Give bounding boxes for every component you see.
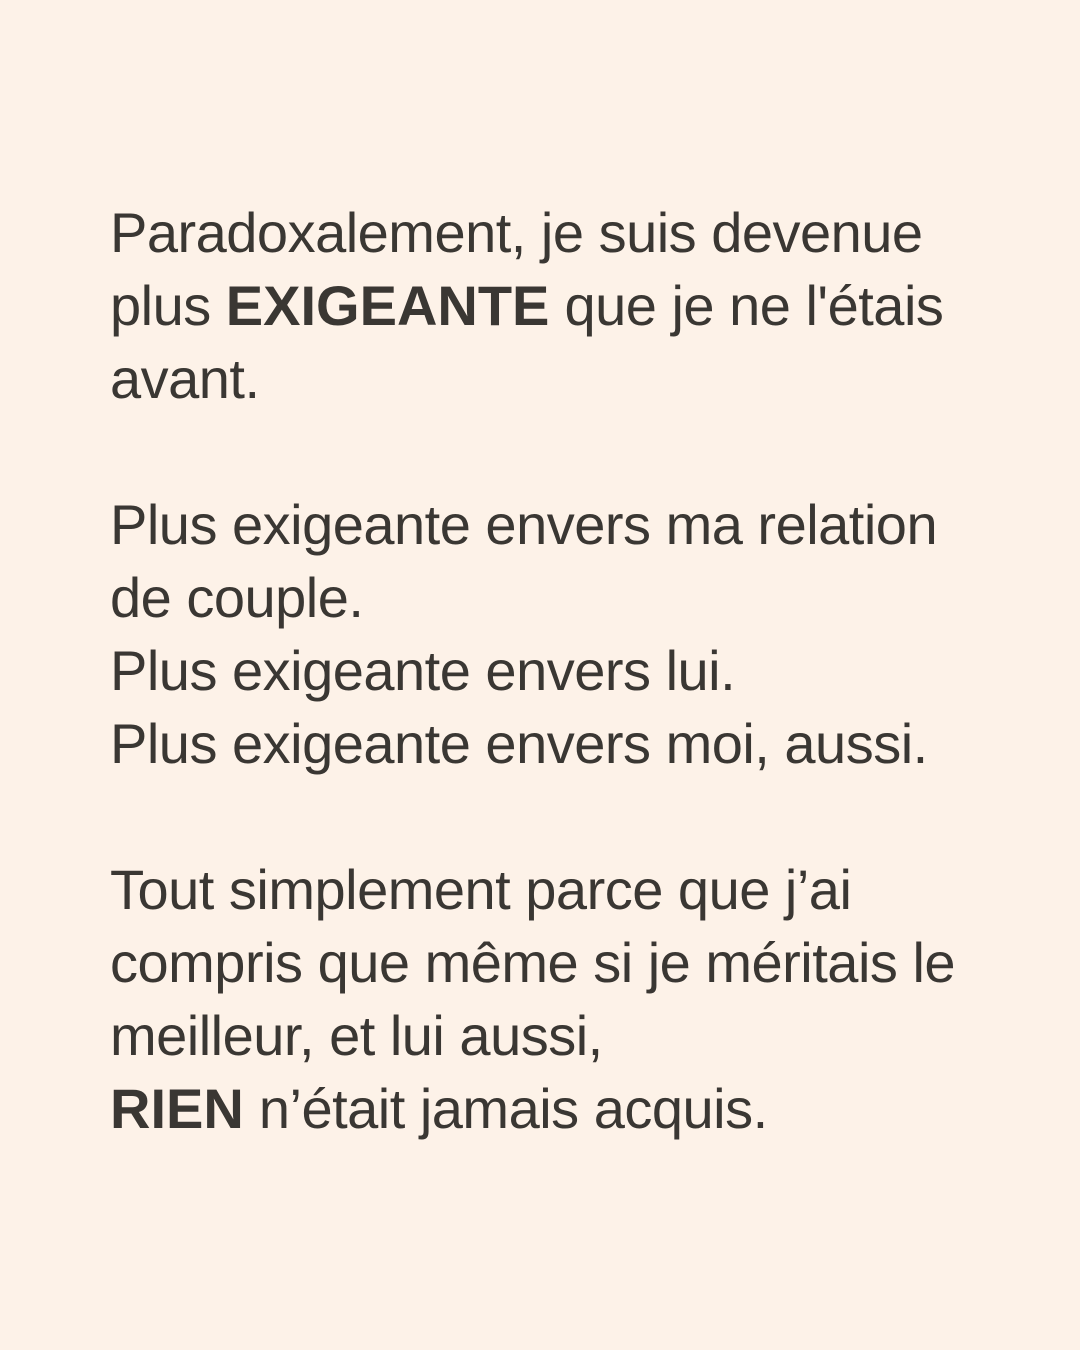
quote-segment: meilleur, et lui aussi, [110, 1004, 603, 1067]
quote-paragraph [110, 853, 1020, 1145]
quote-segment-bold: RIEN [110, 1077, 244, 1140]
quote-segment: avant. [110, 347, 260, 410]
quote-paragraph [110, 196, 1020, 415]
quote-line [110, 707, 1020, 780]
quote-segment: Plus exigeante envers lui. [110, 639, 736, 702]
quote-segment: plus [110, 274, 226, 337]
quote-segment: Tout simplement parce que j’ai [110, 858, 852, 921]
quote-line [110, 999, 1020, 1072]
quote-card [110, 196, 1020, 1145]
quote-segment: de couple. [110, 566, 364, 629]
quote-line [110, 853, 1020, 926]
quote-paragraph [110, 488, 1020, 780]
quote-line [110, 196, 1020, 269]
quote-segment-bold: EXIGEANTE [225, 274, 550, 337]
quote-line [110, 634, 1020, 707]
quote-line [110, 1072, 1020, 1145]
quote-segment: Plus exigeante envers ma relation [110, 493, 938, 556]
quote-segment: que je ne l'étais [549, 274, 944, 337]
quote-segment: Plus exigeante envers moi, aussi. [110, 712, 928, 775]
quote-line [110, 561, 1020, 634]
quote-segment: Paradoxalement, je suis devenue [110, 201, 923, 264]
quote-segment: n’était jamais acquis. [243, 1077, 768, 1140]
quote-line [110, 342, 1020, 415]
quote-line [110, 926, 1020, 999]
quote-line [110, 269, 1020, 342]
quote-segment: compris que même si je méritais le [110, 931, 956, 994]
quote-line [110, 488, 1020, 561]
